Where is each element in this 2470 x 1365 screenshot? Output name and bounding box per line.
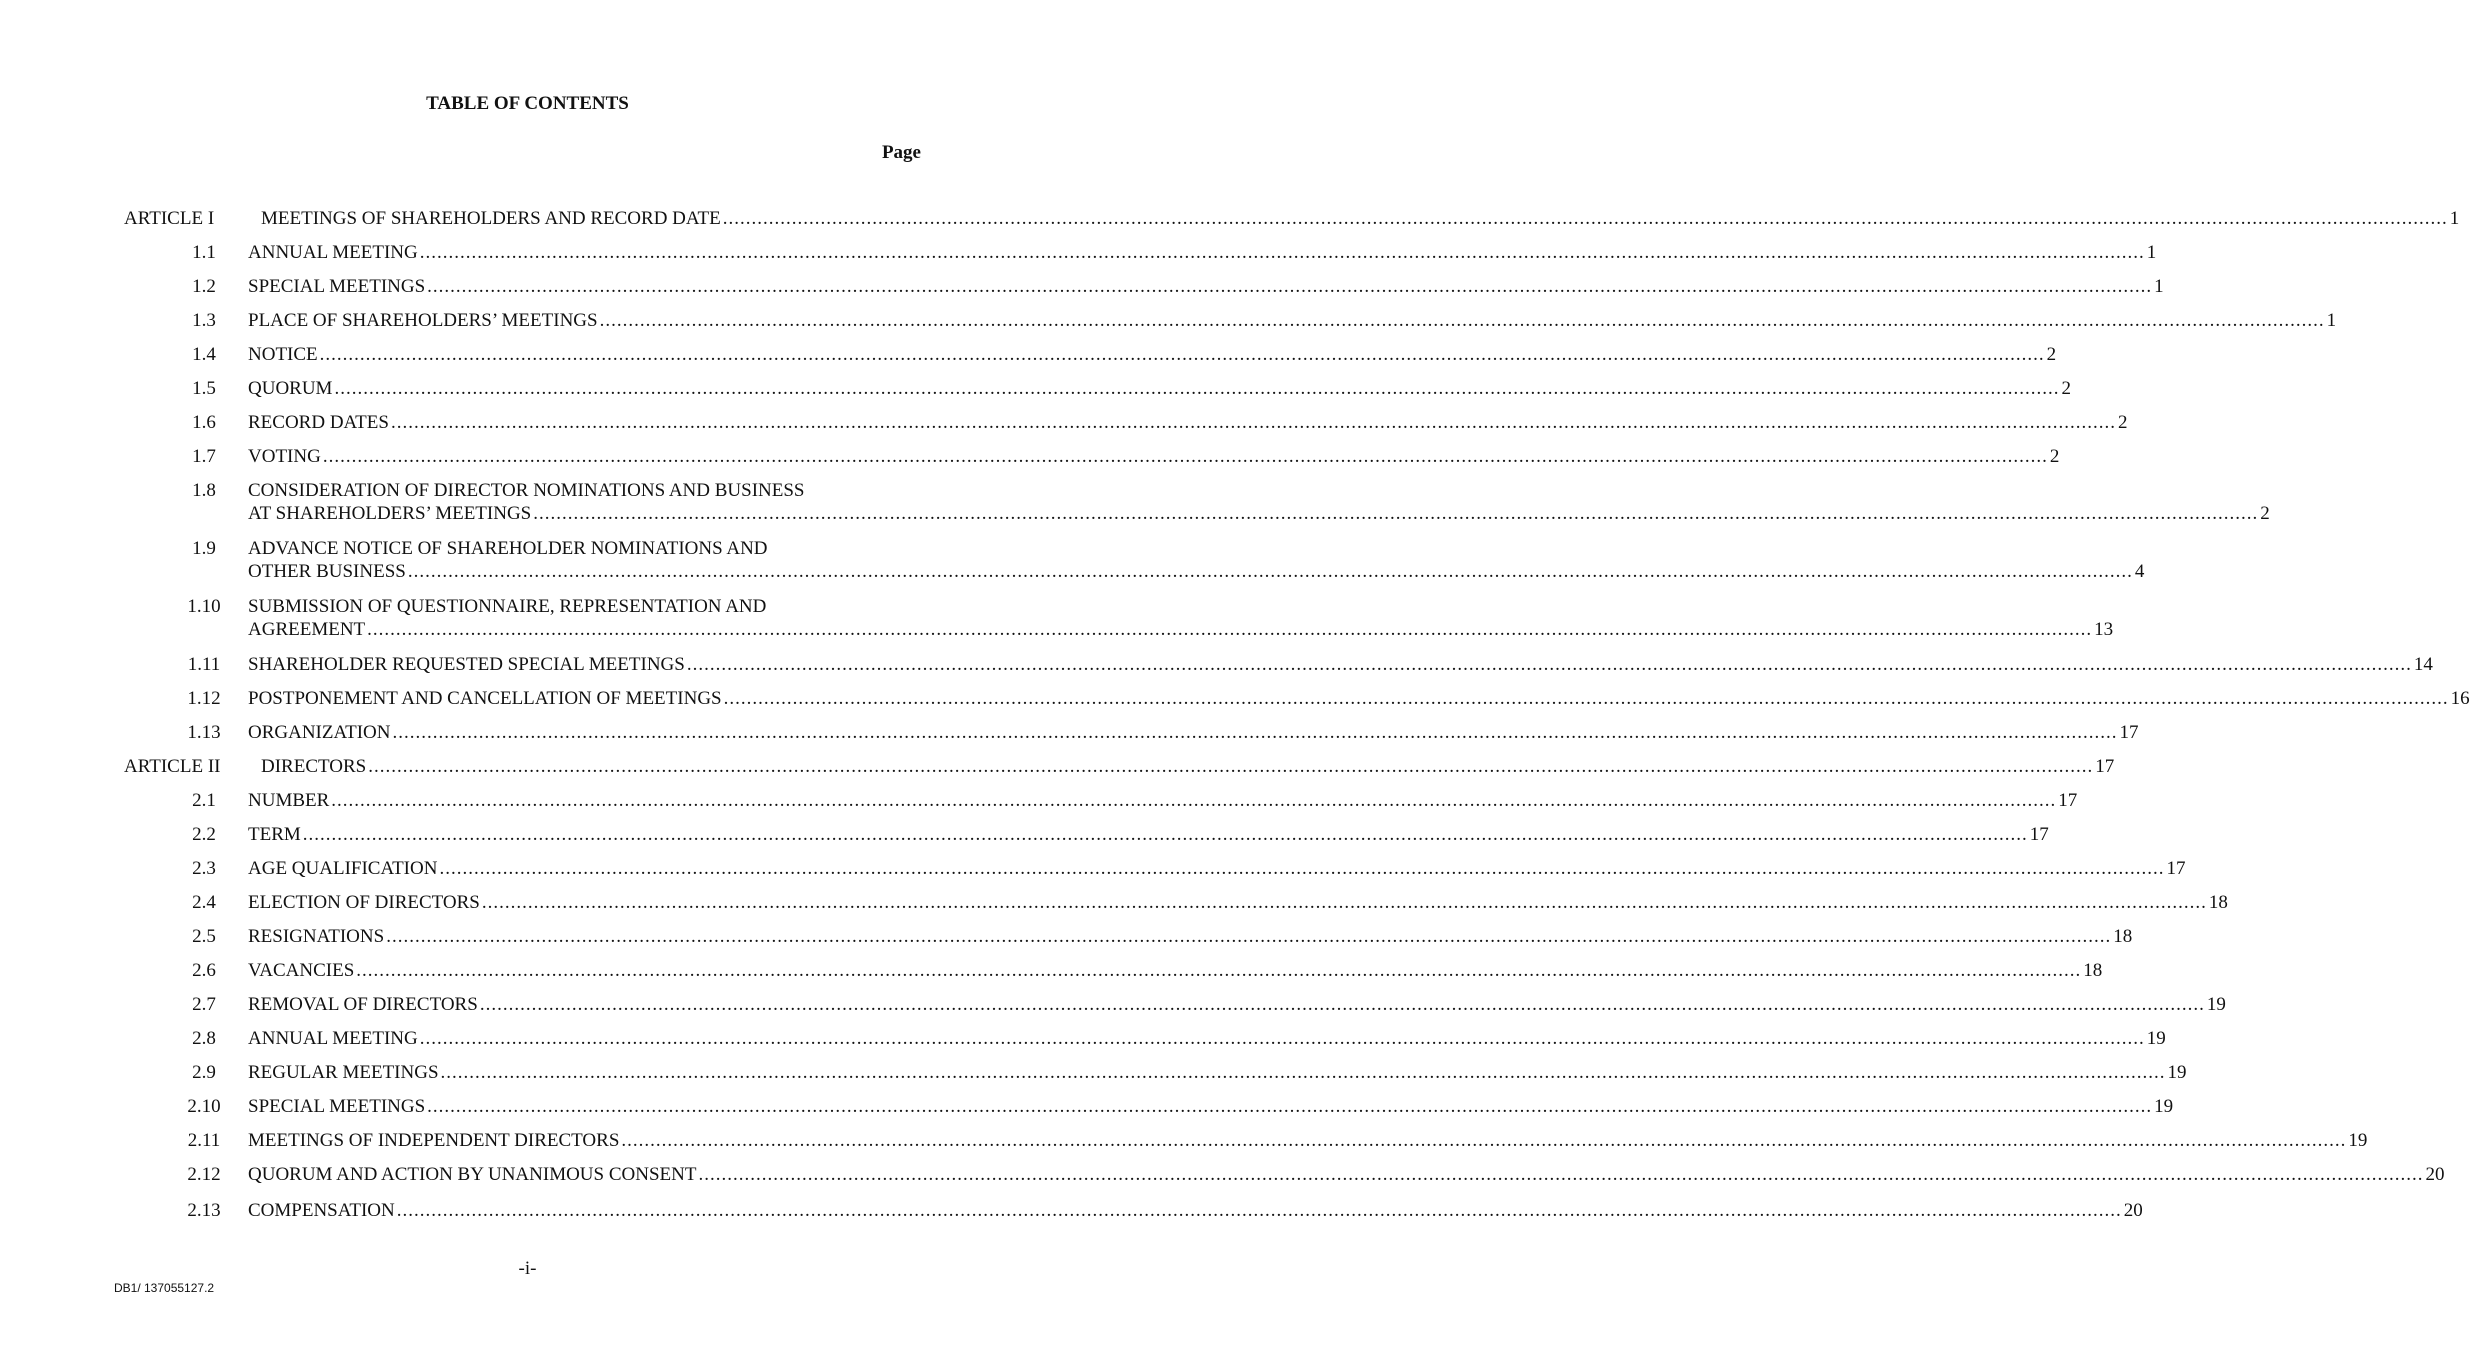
entry-page-number: 18 (2083, 960, 2103, 981)
entry-page-number: 4 (2134, 561, 2145, 582)
dot-leader: ............................................................................................................................................................................................................................................................................................................ (723, 688, 2449, 709)
entry-number: 2.7 (192, 994, 216, 1015)
entry-title: ANNUAL MEETING (248, 242, 418, 263)
entry-title: SPECIAL MEETINGS (248, 276, 426, 297)
entry-title: NUMBER (248, 790, 330, 811)
entry-number: 2.12 (187, 1164, 221, 1185)
entry-number: 2.10 (187, 1096, 221, 1117)
entry-title: MEETINGS OF INDEPENDENT DIRECTORS (248, 1130, 620, 1151)
entry-page-number: 1 (2146, 242, 2157, 263)
entry-number: ARTICLE II (124, 756, 221, 777)
entry-number: 1.7 (192, 446, 216, 467)
dot-leader: ............................................................................................................................................................................................................................................................................................................ (302, 824, 2028, 845)
entry-page-number: 20 (2123, 1200, 2143, 1221)
entry-title: SUBMISSION OF QUESTIONNAIRE, REPRESENTATION AND (248, 596, 767, 617)
entry-title: OTHER BUSINESS (248, 561, 406, 582)
entry-page-number: 17 (2058, 790, 2078, 811)
dot-leader: ............................................................................................................................................................................................................................................................................................................ (356, 960, 2082, 981)
entry-number: 1.2 (192, 276, 216, 297)
entry-title: RECORD DATES (248, 412, 389, 433)
entry-title: AT SHAREHOLDERS’ MEETINGS (248, 503, 532, 524)
dot-leader: ............................................................................................................................................................................................................................................................................................................ (722, 208, 2448, 229)
entry-page-number: 18 (2208, 892, 2228, 913)
entry-title: VACANCIES (248, 960, 355, 981)
entry-number: 2.4 (192, 892, 216, 913)
dot-leader: ............................................................................................................................................................................................................................................................................................................ (319, 344, 2045, 365)
entry-page-number: 17 (2095, 756, 2115, 777)
dot-leader: ............................................................................................................................................................................................................................................................................................................ (367, 619, 2093, 640)
entry-page-number: 1 (2154, 276, 2164, 297)
dot-leader: ............................................................................................................................................................................................................................................................................................................ (396, 1200, 2122, 1221)
dot-leader: ............................................................................................................................................................................................................................................................................................................ (407, 561, 2133, 582)
entry-title: VOTING (248, 446, 321, 467)
entry-number: 1.10 (187, 596, 221, 617)
entry-title: RESIGNATIONS (248, 926, 385, 947)
entry-number: 1.13 (187, 722, 221, 743)
entry-page-number: 19 (2167, 1062, 2187, 1083)
dot-leader: ............................................................................................................................................................................................................................................................................................................ (386, 926, 2112, 947)
dot-leader: ............................................................................................................................................................................................................................................................................................................ (621, 1130, 2347, 1151)
document-id: DB1/ 137055127.2 (114, 1281, 215, 1295)
entry-page-number: 1 (2326, 310, 2337, 331)
entry-number: 1.3 (192, 310, 216, 331)
dot-leader: ............................................................................................................................................................................................................................................................................................................ (390, 412, 2116, 433)
dot-leader: ............................................................................................................................................................................................................................................................................................................ (481, 892, 2207, 913)
entry-number: 2.6 (192, 960, 216, 981)
entry-title: AGREEMENT (248, 619, 366, 640)
entry-page-number: 17 (2029, 824, 2049, 845)
entry-page-number: 20 (2425, 1164, 2445, 1185)
entry-page-number: 16 (2450, 688, 2470, 709)
dot-leader: ............................................................................................................................................................................................................................................................................................................ (331, 790, 2057, 811)
dot-leader: ............................................................................................................................................................................................................................................................................................................ (392, 722, 2118, 743)
entry-number: 2.13 (187, 1200, 221, 1221)
entry-number: 2.3 (192, 858, 216, 879)
dot-leader: ............................................................................................................................................................................................................................................................................................................ (533, 503, 2259, 524)
entry-page-number: 19 (2154, 1096, 2174, 1117)
dot-leader: ............................................................................................................................................................................................................................................................................................................ (427, 276, 2153, 297)
entry-number: 1.11 (187, 654, 221, 675)
entry-title: QUORUM (248, 378, 333, 399)
entry-title: CONSIDERATION OF DIRECTOR NOMINATIONS AND BUSINESS (248, 480, 805, 501)
entry-number: 2.11 (187, 1130, 221, 1151)
entry-number: 1.9 (192, 538, 216, 559)
dot-leader: ............................................................................................................................................................................................................................................................................................................ (334, 378, 2060, 399)
entry-number: 1.4 (192, 344, 216, 365)
entry-number: 2.8 (192, 1028, 216, 1049)
entry-page-number: 2 (2061, 378, 2071, 399)
entry-page-number: 14 (2413, 654, 2433, 675)
entry-title: DIRECTORS (261, 756, 367, 777)
entry-page-number: 17 (2166, 858, 2186, 879)
entry-title: QUORUM AND ACTION BY UNANIMOUS CONSENT (248, 1164, 697, 1185)
entry-number: 2.5 (192, 926, 216, 947)
entry-title: MEETINGS OF SHAREHOLDERS AND RECORD DATE (261, 208, 721, 229)
entry-page-number: 1 (2449, 208, 2460, 229)
entry-number: 2.2 (192, 824, 216, 845)
entry-number: 1.6 (192, 412, 216, 433)
entry-title: SPECIAL MEETINGS (248, 1096, 426, 1117)
entry-title: PLACE OF SHAREHOLDERS’ MEETINGS (248, 310, 598, 331)
entry-page-number: 2 (2049, 446, 2060, 467)
entry-page-number: 19 (2146, 1028, 2166, 1049)
dot-leader: ............................................................................................................................................................................................................................................................................................................ (686, 654, 2412, 675)
dot-leader: ............................................................................................................................................................................................................................................................................................................ (419, 242, 2145, 263)
dot-leader: ............................................................................................................................................................................................................................................................................................................ (419, 1028, 2145, 1049)
entry-number: 2.9 (192, 1062, 216, 1083)
entry-page-number: 19 (2206, 994, 2226, 1015)
dot-leader: ............................................................................................................................................................................................................................................................................................................ (599, 310, 2325, 331)
entry-number: 1.1 (192, 242, 216, 263)
dot-leader: ............................................................................................................................................................................................................................................................................................................ (427, 1096, 2153, 1117)
dot-leader: ............................................................................................................................................................................................................................................................................................................ (479, 994, 2205, 1015)
entry-title: NOTICE (248, 344, 318, 365)
footer-page-number: -i- (518, 1258, 537, 1279)
entry-page-number: 19 (2348, 1130, 2368, 1151)
dot-leader: ............................................................................................................................................................................................................................................................................................................ (440, 1062, 2166, 1083)
entry-title: REMOVAL OF DIRECTORS (248, 994, 478, 1015)
entry-title: ANNUAL MEETING (248, 1028, 418, 1049)
entry-page-number: 17 (2119, 722, 2139, 743)
entry-title: ORGANIZATION (248, 722, 391, 743)
entry-number: 1.12 (187, 688, 221, 709)
dot-leader: ............................................................................................................................................................................................................................................................................................................ (439, 858, 2165, 879)
entry-number: 2.1 (192, 790, 216, 811)
entry-page-number: 13 (2094, 619, 2114, 640)
page-column-header: Page (881, 142, 921, 163)
entry-title: AGE QUALIFICATION (248, 858, 438, 879)
entry-page-number: 2 (2117, 412, 2128, 433)
entry-page-number: 18 (2113, 926, 2133, 947)
entry-number: 1.5 (192, 378, 216, 399)
entry-title: REGULAR MEETINGS (248, 1062, 439, 1083)
entry-title: COMPENSATION (248, 1200, 395, 1221)
toc-title: TABLE OF CONTENTS (426, 93, 629, 114)
entry-number: ARTICLE I (124, 208, 215, 229)
entry-page-number: 2 (2046, 344, 2057, 365)
dot-leader: ............................................................................................................................................................................................................................................................................................................ (368, 756, 2094, 777)
entry-title: ELECTION OF DIRECTORS (248, 892, 480, 913)
entry-title: TERM (248, 824, 301, 845)
entry-page-number: 2 (2260, 503, 2270, 524)
dot-leader: ............................................................................................................................................................................................................................................................................................................ (698, 1164, 2424, 1185)
entry-title: SHAREHOLDER REQUESTED SPECIAL MEETINGS (248, 654, 685, 675)
entry-title: ADVANCE NOTICE OF SHAREHOLDER NOMINATIONS AND (248, 538, 768, 559)
entry-title: POSTPONEMENT AND CANCELLATION OF MEETINGS (248, 688, 722, 709)
entry-number: 1.8 (192, 480, 216, 501)
dot-leader: ............................................................................................................................................................................................................................................................................................................ (322, 446, 2048, 467)
